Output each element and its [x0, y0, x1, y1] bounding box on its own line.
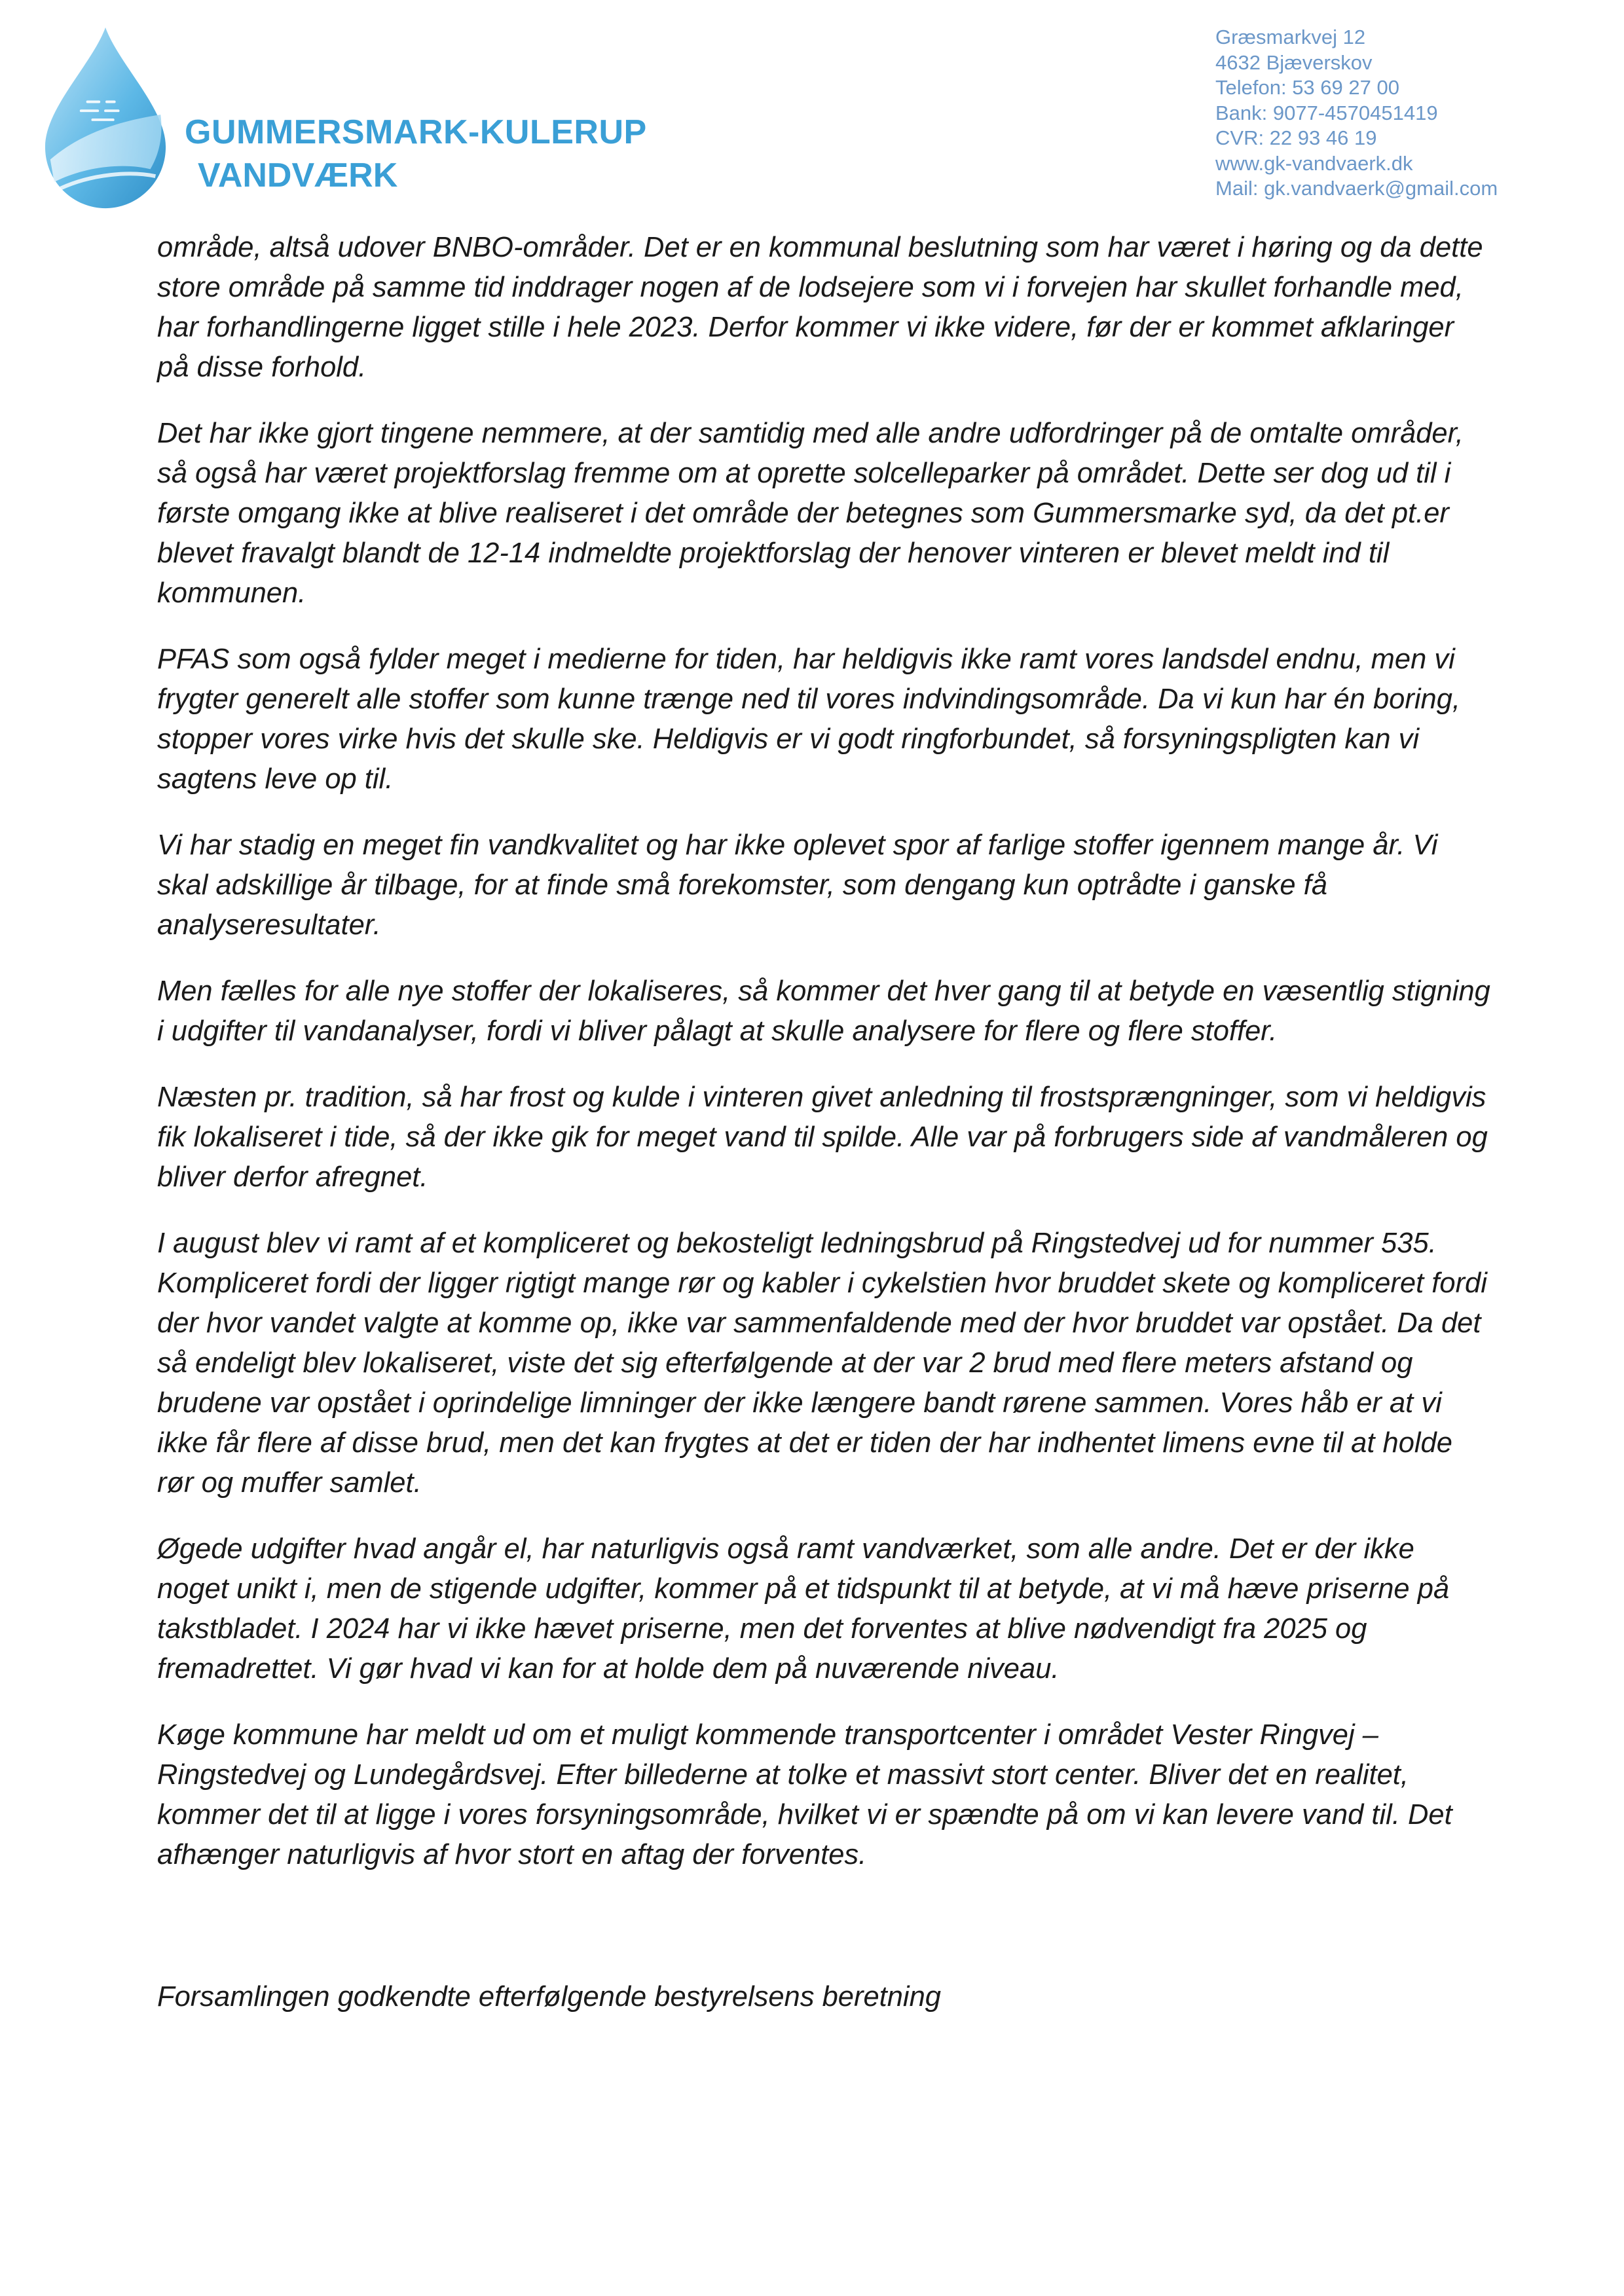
paragraph: Køge kommune har meldt ud om et muligt kommende transportcenter i området Vester Ringvej – Ringstedvej og Lundegårdsvej. Efter billederne at tolke et massivt stort center. Bliver det en realitet, kommer det til at ligge i vores forsyningsområde, hvilket vi er spændte på om vi kan levere vand til. Det afhænger naturligvis af hvor stort en aftag der forventes. — [157, 1719, 1452, 1870]
paragraph: PFAS som også fylder meget i medierne for tiden, har heldigvis ikke ramt vores landsdel endnu, men vi frygter generelt alle stoffer som kunne trænge ned til vores indvindingsområde. Da vi kun har én boring, stopper vores virke hvis det skulle ske. Heldigvis er vi godt ringforbundet, så forsyningspligten kan vi sagtens leve op til. — [157, 644, 1460, 795]
paragraph: Næsten pr. tradition, så har frost og kulde i vinteren givet anledning til frostsprængninger, som vi heldigvis fik lokaliseret i tide, så der ikke gik for meget vand til spilde. Alle var på forbrugers side af vandmåleren og bliver derfor afregnet. — [157, 1082, 1488, 1193]
logo-subtitle: VANDVÆRK — [198, 156, 398, 194]
report-body — [157, 228, 1493, 1901]
logo-title: GUMMERSMARK-KULERUP — [185, 113, 647, 151]
logo-wordmark — [185, 115, 647, 192]
paragraph: Vi har stadig en meget fin vandkvalitet og har ikke oplevet spor af farlige stoffer igennem mange år. Vi skal adskillige år tilbage, for at finde små forekomster, som dengang kun optrådte i ganske få analyseresultater. — [157, 829, 1438, 941]
bank-account: Bank: 9077-4570451419 — [1215, 101, 1438, 124]
website: www.gk-vandvaerk.dk — [1215, 151, 1413, 175]
address-city: 4632 Bjæverskov — [1215, 50, 1373, 74]
cvr-number: CVR: 22 93 46 19 — [1215, 126, 1377, 149]
paragraph: Men fælles for alle nye stoffer der lokaliseres, så kommer det hver gang til at betyde en væsentlig stigning i udgifter til vandanalyser, fordi vi bliver pålagt at skulle analysere for flere og flere stoffer. — [157, 975, 1490, 1047]
phone: Telefon: 53 69 27 00 — [1215, 76, 1399, 99]
paragraph: I august blev vi ramt af et kompliceret og bekosteligt ledningsbrud på Ringstedvej ud for nummer 535. Kompliceret fordi der ligger rigtigt mange rør og kabler i cykelstien hvor bruddet skete og kompliceret fordi der hvor vandet valgte at komme op, ikke var sammenfaldende med der hvor bruddet var opstået. Da det så endeligt blev lokaliseret, viste det sig efterfølgende at der var 2 brud med flere meters afstand og brudene var opstået i oprindelige limninger der ikke længere bandt rørene sammen. Vores håb er at vi ikke får flere af disse brud, men det kan frygtes at det er tiden der har indhentet limens evne til at holde rør og muffer samlet. — [157, 1228, 1487, 1499]
paragraph: Det har ikke gjort tingene nemmere, at der samtidig med alle andre udfordringer på de omtalte områder, så også har været projektforslag fremme om at oprette solcelleparker på området. Dette ser dog ud til i første omgang ikke at blive realiseret i det område der betegnes som Gummersmarke syd, da det pt.er blevet fravalgt blandt de 12-14 indmeldte projektforslag der henover vinteren er blevet meldt ind til kommunen. — [157, 418, 1464, 609]
closing-statement: Forsamlingen godkendte efterfølgende bestyrelsens beretning — [157, 1981, 941, 2013]
contact-block — [1215, 25, 1498, 202]
address-street: Græsmarkvej 12 — [1215, 26, 1366, 48]
water-drop-logo-icon — [41, 25, 170, 211]
paragraph: Øgede udgifter hvad angår el, har naturligvis også ramt vandværket, som alle andre. Det er der ikke noget unikt i, men de stigende udgifter, kommer på et tidspunkt til at betyde, at vi må hæve priserne på takstbladet. I 2024 har vi ikke hævet priserne, men det forventes at blive nødvendigt fra 2025 og fremadrettet. Vi gør hvad vi kan for at holde dem på nuværende niveau. — [157, 1533, 1450, 1685]
email: Mail: gk.vandvaerk@gmail.com — [1215, 177, 1498, 200]
paragraph: område, altså udover BNBO-områder. Det er en kommunal beslutning som har været i høring og da dette store område på samme tid inddrager nogen af de lodsejere som vi i forvejen har skullet forhandle med, har forhandlingerne ligget stille i hele 2023. Derfor kommer vi ikke videre, før der er kommet afklaringer på disse forhold. — [157, 232, 1483, 383]
